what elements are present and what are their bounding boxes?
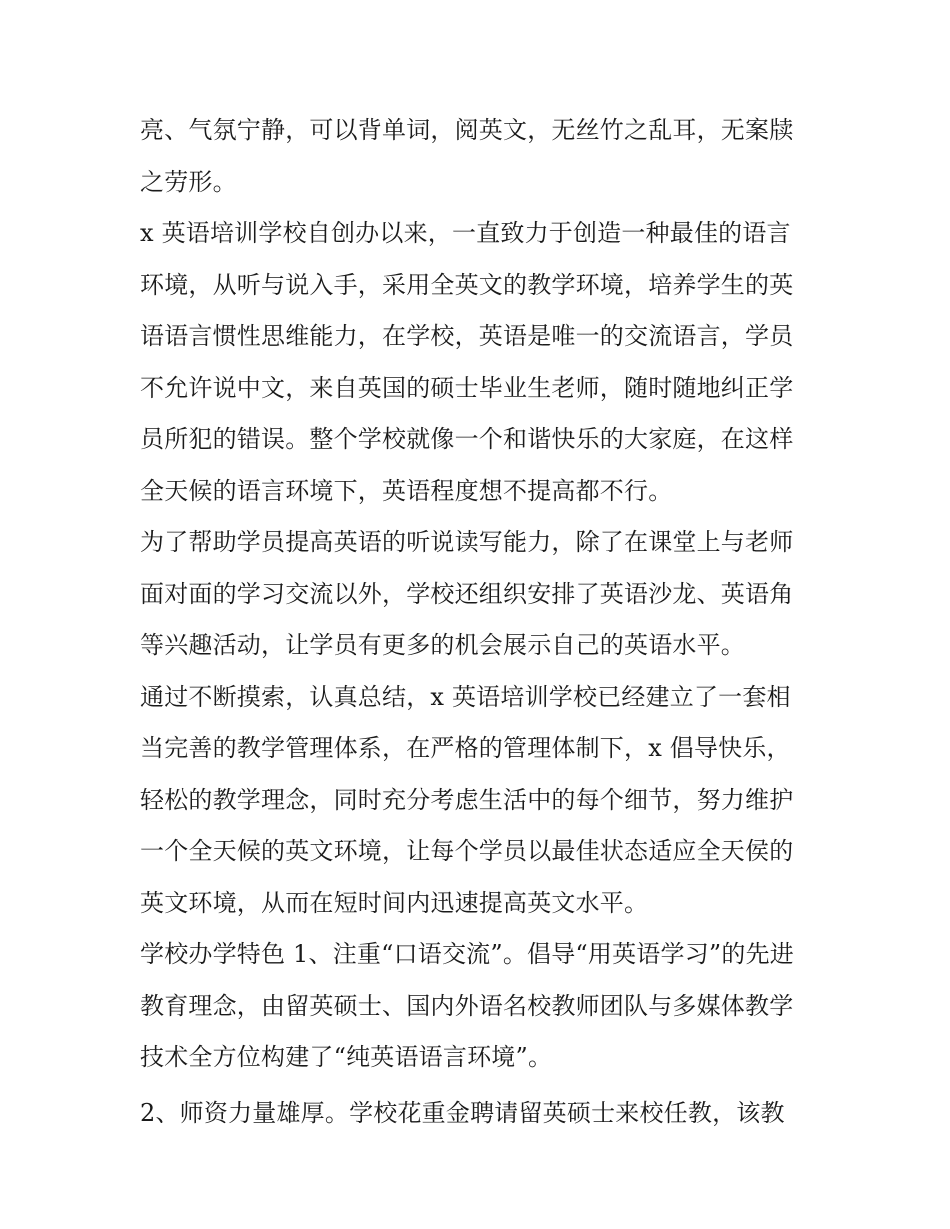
- paragraph-4: 通过不断摸索，认真总结，x 英语培训学校已经建立了一套相 当完善的教学管理体系，在严格的管理体制下，x 倡导快乐， 轻松的教学理念，同时充分考虑生活中的每个细节，努力维护 一个全天候的英文环境，让每个学员以最佳状态适应全天侯的 英文环境，从而在短时间内迅速提高英文水平。: [140, 682, 794, 917]
- paragraph-2: x 英语培训学校自创办以来，一直致力于创造一种最佳的语言 环境，从听与说入手，采用全英文的教学环境，培养学生的英 语语言惯性思维能力，在学校，英语是唯一的交流语言，学员 不允许说中文，来自英国的硕士毕业生老师，随时随地纠正学 员所犯的错误。整个学校就像一个和谐快乐的大家庭，在这样 全天候的语言环境下，英语程度想不提高都不行。: [140, 219, 794, 505]
- paragraph-5: 学校办学特色 1、注重“口语交流”。倡导“用英语学习”的先进 教育理念，由留英硕士、国内外语名校教师团队与多媒体教学 技术全方位构建了“纯英语语言环境”。: [140, 940, 794, 1071]
- paragraph-1: 亮、气氛宁静，可以背单词，阅英文，无丝竹之乱耳，无案牍 之劳形。: [140, 116, 794, 196]
- paragraph-3: 为了帮助学员提高英语的听说读写能力，除了在课堂上与老师 面对面的学习交流以外，学校还组织安排了英语沙龙、英语角 等兴趣活动，让学员有更多的机会展示自己的英语水平。: [140, 528, 794, 659]
- paragraph-6: 2、师资力量雄厚。学校花重金聘请留英硕士来校任教，该教: [140, 1098, 785, 1127]
- document-body: [140, 105, 820, 1139]
